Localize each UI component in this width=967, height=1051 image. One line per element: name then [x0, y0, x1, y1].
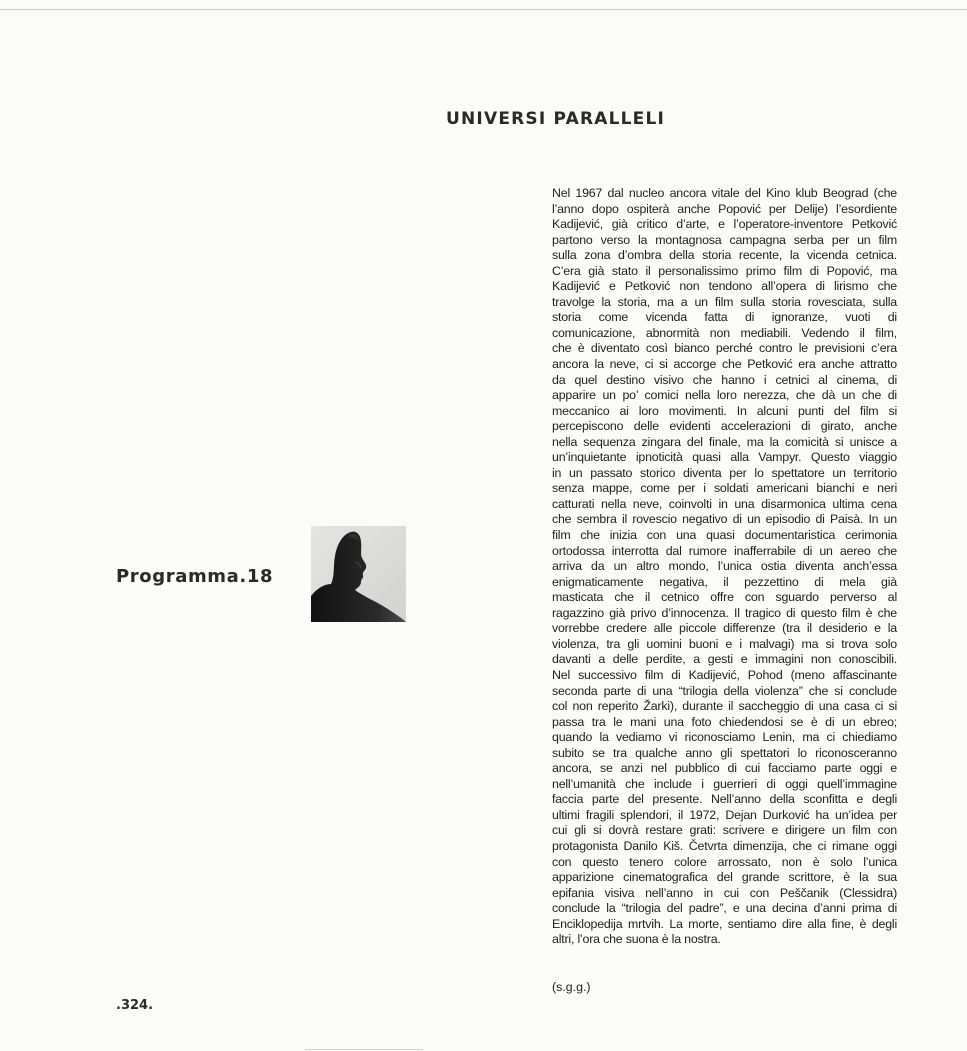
- body-line: comunicazione, abnormità non mediabili. Vedendo il film,: [552, 325, 897, 340]
- body-line: catturati nella neve, coinvolti in una disarmonica ultima cena: [552, 496, 897, 511]
- author-signature: (s.g.g.): [552, 980, 591, 994]
- body-line: cui gli si dovrà restare grati: scrivere e dirigere un film con: [552, 823, 897, 838]
- body-line: partono verso la montagnosa campagna serba per un film: [552, 232, 897, 247]
- body-line: l’anno dopo ospiterà anche Popović per Delije) l’esordiente: [552, 201, 897, 216]
- bottom-rule: [305, 1049, 423, 1050]
- body-line: davanti a delle perdite, a gesti e immagini non conoscibili.: [552, 652, 897, 667]
- body-line: col non reperito Žarki), durante il saccheggio di una casa ci si: [552, 699, 897, 714]
- body-line: vorrebbe credere alle piccole differenze (tra il desiderio e la: [552, 621, 897, 636]
- article-body: [552, 186, 897, 948]
- body-line: meccanico ai loro movimenti. In alcuni punti del film si: [552, 403, 897, 418]
- body-line: altri, l’ora che suona è la nostra.: [552, 932, 721, 947]
- body-line: nell’umanità che include i guerrieri di oggi quell’immagine: [552, 776, 897, 791]
- body-line: con questo tenero colore arrossato, non è solo l’unica: [552, 854, 897, 869]
- program-label: Programma.18: [116, 566, 274, 587]
- body-line: film che inizia con una quasi documentaristica cerimonia: [552, 528, 897, 543]
- body-line: storia come vicenda fatta di ignoranze, vuoti di: [552, 310, 897, 325]
- body-line: Enciklopedija mrtvih. La morte, sentiamo dire alla fine, è degli: [552, 916, 897, 931]
- body-line: apparire un po’ comici nella loro nerezza, che dà un che di: [552, 388, 897, 403]
- body-line: Nel 1967 dal nucleo ancora vitale del Kino klub Beograd (che: [552, 186, 897, 200]
- body-line: passa tra le mani una foto chiedendosi se è di un ebreo;: [552, 714, 897, 729]
- body-line: ultimi fragili splendori, il 1972, Dejan Durković ha un’idea per: [552, 807, 897, 822]
- section-title: UNIVERSI PARALLELI: [446, 109, 666, 129]
- portrait-image: [311, 526, 406, 622]
- body-line: protagonista Danilo Kiš. Četvrta dimenzija, che ci rimane oggi: [552, 838, 897, 853]
- body-line: apparizione cinematografica del grande scrittore, è la sua: [552, 870, 897, 885]
- body-line: ancora, se anzi nel pubblico di cui facciamo parte oggi e: [552, 761, 897, 776]
- body-line: che è diventato così bianco perché contro le previsioni c’era: [552, 341, 897, 356]
- body-line: conclude la “trilogia del padre”, e una decina d’anni prima di: [552, 901, 897, 916]
- body-line: Kadijević, già critico d’arte, e l’operatore-inventore Petković: [552, 217, 897, 232]
- body-line: che sembra il rovescio negativo di un episodio di Paisà. In un: [552, 512, 897, 527]
- body-line: arriva da un altro mondo, l’unica ostia diventa anch’essa: [552, 559, 897, 574]
- body-line: ancora la neve, ci si accorge che Petković era anche attratto: [552, 357, 897, 372]
- body-line: nella sequenza zingara del finale, ma la comicità si unisce a: [552, 434, 897, 449]
- body-line: seconda parte di una “trilogia della violenza” che si conclude: [552, 683, 897, 698]
- body-line: ragazzino già privo d’innocenza. Il tragico di questo film è che: [552, 605, 897, 620]
- body-line: travolge la storia, ma a un film sulla storia rovesciata, sulla: [552, 294, 897, 309]
- body-line: percepiscono delle evidenti accelerazioni di girato, anche: [552, 419, 897, 434]
- body-line: epifania visiva nell’anno in cui con Peščanik (Clessidra): [552, 885, 897, 900]
- top-rule: [0, 9, 967, 10]
- body-line: C’era già stato il personalissimo primo film di Popović, ma: [552, 263, 897, 278]
- body-line: ortodossa interrotta dal rumore inafferrabile di un aereo che: [552, 543, 897, 558]
- body-line: quando la vediamo vi riconosciamo Lenin, ma ci chiediamo: [552, 730, 897, 745]
- body-line: in un passato storico diventa per lo spettatore un territorio: [552, 465, 897, 480]
- body-line: faccia parte del presente. Nell’anno della sconfitta e degli: [552, 792, 897, 807]
- body-line: da quel destino visivo che hanno i cetnici al cinema, di: [552, 372, 897, 387]
- page-number: .324.: [116, 998, 154, 1013]
- body-line: masticata che il cetnico offre con sguardo perverso al: [552, 590, 897, 605]
- body-line: enigmaticamente negativa, il pezzettino di mela già: [552, 574, 897, 589]
- body-line: Kadijević e Petković non tendono all’opera di lirismo che: [552, 279, 897, 294]
- body-line: violenza, tra gli uomini buoni e i malvagi) ma si trova solo: [552, 636, 897, 651]
- portrait-photo: [311, 526, 406, 622]
- body-line: subito se tra qualche anno gli spettatori lo riconosceranno: [552, 745, 897, 760]
- body-line: Nel successivo film di Kadijević, Pohod (meno affascinante: [552, 667, 897, 682]
- body-line: sulla zona d’ombra della storia recente, la vicenda cetnica.: [552, 248, 897, 263]
- body-line: un’inquietante ipnoticità quasi alla Vampyr. Questo viaggio: [552, 450, 897, 465]
- body-line: senza mappe, come per i soldati americani bianchi e neri: [552, 481, 897, 496]
